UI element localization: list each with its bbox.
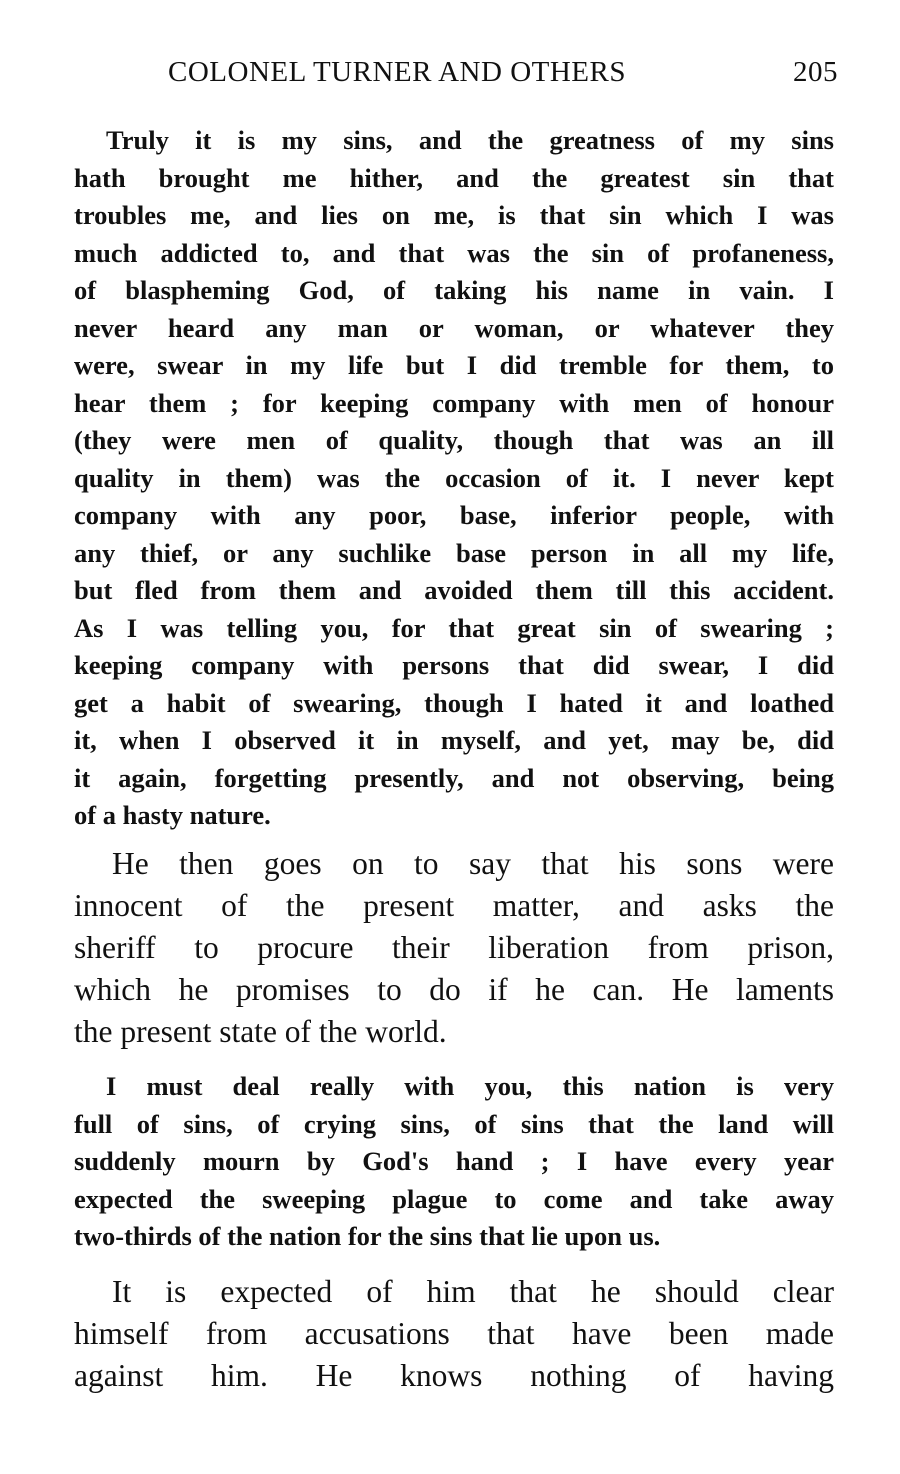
text-line: full of sins, of crying sins, of sins that the land will	[74, 1108, 834, 1139]
text-line: against him. He knows nothing of having	[74, 1358, 834, 1393]
text-line: two-thirds of the nation for the sins that lie upon us.	[74, 1221, 661, 1251]
text-line: get a habit of swearing, though I hated it and loathed	[74, 687, 834, 718]
text-line: It is expected of him that he should clear	[112, 1274, 834, 1309]
text-line: never heard any man or woman, or whatever they	[74, 312, 834, 343]
text-line: were, swear in my life but I did tremble for them, to	[74, 350, 834, 380]
text-line: I must deal really with you, this nation is very	[106, 1071, 834, 1101]
text-line: Truly it is my sins, and the greatness of my sins	[106, 125, 834, 155]
text-line: troubles me, and lies on me, is that sin which I was	[74, 200, 834, 230]
text-line: it again, forgetting presently, and not observing, being	[74, 762, 834, 793]
text-line: but fled from them and avoided them till this accident.	[74, 575, 834, 605]
text-line: which he promises to do if he can. He laments	[74, 972, 834, 1007]
text-line: (they were men of quality, though that was an ill	[74, 425, 834, 455]
text-line: quality in them) was the occasion of it. I never kept	[74, 462, 834, 493]
text-line: any thief, or any suchlike base person in all my life,	[74, 537, 834, 568]
quotation-paragraph	[74, 1068, 834, 1256]
text-line: the present state of the world.	[74, 1014, 447, 1049]
narrative-paragraph	[74, 843, 834, 1053]
running-head	[168, 56, 840, 96]
text-line: himself from accusations that have been made	[74, 1316, 834, 1351]
text-line: suddenly mourn by God's hand ; I have every year	[74, 1146, 834, 1176]
text-line: innocent of the present matter, and asks the	[74, 888, 834, 923]
text-line: He then goes on to say that his sons were	[112, 846, 834, 881]
text-line: of a hasty nature.	[74, 800, 271, 830]
text-line: it, when I observed it in myself, and yet, may be, did	[74, 725, 834, 755]
text-line: As I was telling you, for that great sin of swearing ;	[74, 612, 834, 643]
text-line: sheriff to procure their liberation from prison,	[74, 930, 834, 965]
text-line: hear them ; for keeping company with men of honour	[74, 387, 834, 418]
text-line: company with any poor, base, inferior people, with	[74, 500, 834, 530]
text-line: hath brought me hither, and the greatest sin that	[74, 162, 834, 193]
page-number: 205	[793, 56, 838, 88]
narrative-paragraph	[74, 1271, 834, 1397]
text-line: expected the sweeping plague to come and take away	[74, 1183, 834, 1214]
quotation-paragraph	[74, 122, 834, 835]
text-line: much addicted to, and that was the sin of profaneness,	[74, 237, 834, 268]
text-line: keeping company with persons that did swear, I did	[74, 650, 834, 680]
chapter-title: COLONEL TURNER AND OTHERS	[168, 56, 626, 88]
text-line: of blaspheming God, of taking his name in vain. I	[74, 275, 834, 305]
